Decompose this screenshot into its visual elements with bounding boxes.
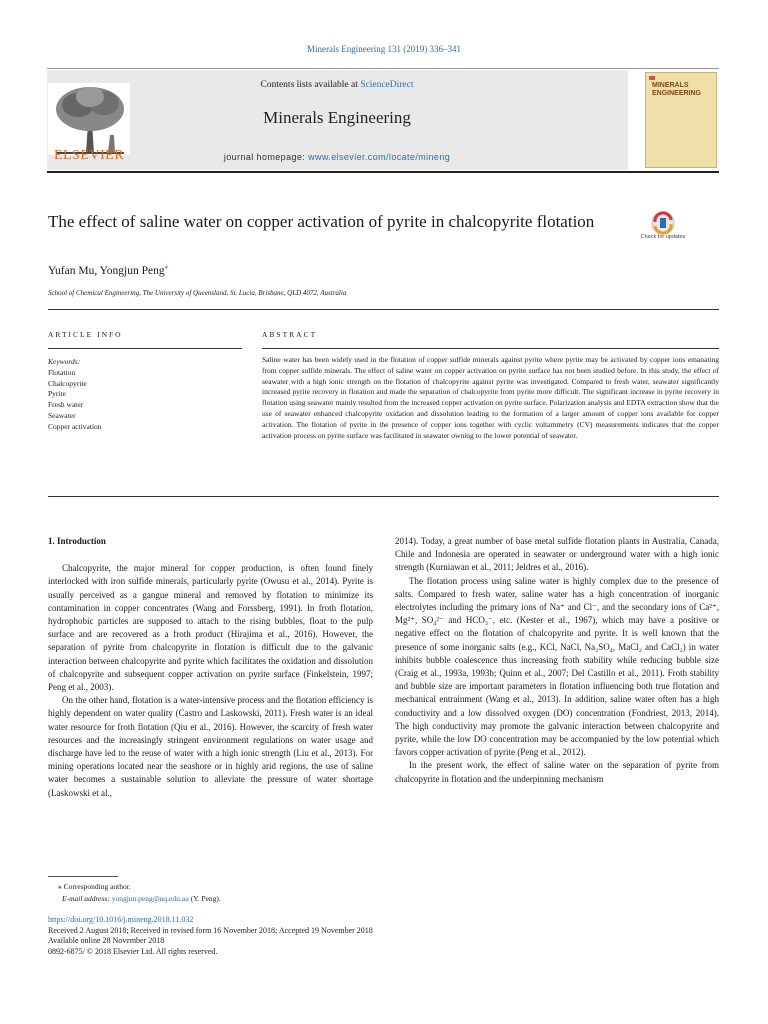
abstract-text: Saline water has been widely used in the flotation of copper sulfide minerals against pyrite where pyrite may be activated by copper ions emanating from copper sulfide minerals. The effect of saline water on copper activation on pyrite surface has not been studied before. In this study, the effect of seawater with a high ionic strength on the flotation of chalcopyrite against pyrite was investigated. Compared to fresh water, seawater significantly increased pyrite recovery in flotation and made the separation of chalcopyrite from pyrite more difficult. The significant increase in pyrite recovery in flotation using seawater mainly resulted from the increased copper activation on pyrite surface. Polarization analysis and EDTA extraction show that the use of seawater enhanced chalcopyrite oxidation and dissolution leading to the formation of a larger amount of copper ions available for copper activation. The flotation of pyrite in the presence of copper ions together with cyclic voltammetry (CV) measurements indicates that the copper activation process on pyrite surface was facilitated in seawater owning to the lower potential of seawater. — [262, 355, 719, 440]
keyword: Flotation — [48, 367, 76, 377]
affiliation: School of Chemical Engineering, The University of Queensland, St. Lucia, Brisbane, QLD 4072, Australia — [48, 289, 347, 297]
keyword: Chalcopyrite — [48, 378, 87, 388]
contents-prefix: Contents lists available at — [260, 80, 361, 90]
corresponding-author-mark[interactable]: ⁎ — [164, 263, 169, 271]
article-title: The effect of saline water on copper activation of pyrite in chalcopyrite flotation — [48, 212, 595, 231]
article-info-label: ARTICLE INFO — [48, 330, 123, 339]
header-top-rule — [47, 68, 719, 69]
body-left-column — [48, 535, 373, 800]
doi-link[interactable]: https://doi.org/10.1016/j.mineng.2018.11.032 — [48, 915, 194, 924]
footnote-corresponding: ⁎ Corresponding author. — [58, 882, 131, 891]
abstract-label: ABSTRACT — [262, 330, 318, 339]
keyword: Copper activation — [48, 421, 102, 431]
received-dates: Received 2 August 2018; Received in revised form 16 November 2018; Accepted 19 November 2018 — [48, 925, 373, 935]
paragraph: 2014). Today, a great number of base metal sulfide flotation plants in Australia, Canada, Chile and Indonesia are operated in seawater or underground water with a high ionic strength (Kurniawan et al., 2011; Jeldres et al., 2016). — [395, 536, 719, 573]
footer — [48, 915, 373, 957]
keyword: Seawater — [48, 410, 76, 420]
journal-homepage — [187, 152, 487, 162]
paragraph: Chalcopyrite, the major mineral for copper production, is often found finely interlocked with iron sulfide minerals, particularly pyrite (Owusu et al., 2014). Pyrite is usually perceived as a gangue mineral and removed by flotation to minimize its contamination in copper concentrates (Wang and Forssberg, 1991). In froth flotation, hydrophobic particles are supposed to attach to the rising bubbles, float to the pulp surface and are recovered as a froth product (Hirajima et al., 2016). However, the separation of pyrite from chalcopyrite in flotation is difficult due to the galvanic interaction between chalcopyrite and pyrite which facilitates the oxidation and dissolution of chalcopyrite and subsequent copper activation on pyrite surface (Finkelstein, 1997; Peng et al., 2003). — [48, 563, 373, 693]
contents-line — [187, 80, 487, 90]
cover-title-line-1: MINERALS — [652, 82, 689, 89]
email-link[interactable]: yongjun.peng@uq.edu.au — [111, 894, 189, 903]
author-names: Yufan Mu, Yongjun Peng — [48, 264, 165, 277]
body-right-column — [395, 535, 719, 786]
footnote-email — [62, 894, 221, 904]
abstract-bottom-rule — [48, 496, 719, 497]
cover-title-line-2: ENGINEERING — [652, 90, 702, 97]
info-top-rule — [48, 309, 719, 310]
check-for-updates-label[interactable]: Check for updates — [640, 234, 686, 240]
cover-stripe — [649, 76, 655, 80]
homepage-label: journal homepage: — [223, 152, 309, 162]
paragraph: In the present work, the effect of saline water on the separation of pyrite from chalcopyrite in flotation and the underpinning mechanism — [395, 760, 719, 784]
paragraph: On the other hand, flotation is a water-intensive process and the flotation efficiency is highly dependent on water quality (Castro and Laskowski, 2011). Fresh water is an ideal water resource for froth flotation (Qiu et al., 2016). However, the scarcity of fresh water resources and the increasingly stringent environment regulations on water usage and discharge have led to the reuse of water with a high ionic strength (Liu et al., 2013). For mining operations located near the seashore or in highly arid regions, the use of saline water becomes a sustainable solution to alleviate the pressure of water shortage (Laskowski et al., — [48, 695, 373, 798]
cover-title — [652, 82, 701, 98]
paragraph: The flotation process using saline water is highly complex due to the presence of salts. Compared to fresh water, saline water has a high concentration of inorganic electrolytes including the primary ions of Na⁺ and Cl⁻, and the secondary ions of Ca²⁺, Mg²⁺, SO₄²⁻ and HCO₃⁻, etc. (Kester et al., 1967), which may have a positive or negative effect on the flotation of chalcopyrite and pyrite. It is well known that the presence of some inorganic salts (e.g., KCl, NaCl, Na₂SO₄, MaCl₂ and CaCl₂) in water inhibits bubble coalescence thus increasing froth stability while reducing bubble size (Craig et al., 1993a, 1993b; Quinn et al., 2007; Del Castillo et al., 2011). Froth stability and bubble size are important parameters in flotation influencing both true flotation and mechanical entrainment (Wang et al., 2013). In addition, saline water often has a high conductivity and a low dissolved oxygen (DO) concentration (Fondriest, 2013, 2014). The high conductivity may promote the galvanic interaction between chalcopyrite and pyrite, while the low DO concentration may be accompanied by the low potential which favors copper activation of pyrite (Peng et al., 2012). — [395, 575, 719, 758]
abstract-rule — [262, 348, 719, 349]
journal-reference[interactable]: Minerals Engineering 131 (2019) 336–341 — [307, 44, 461, 54]
homepage-link[interactable]: www.elsevier.com/locate/mineng — [308, 152, 451, 162]
keyword: Pyrite — [48, 389, 66, 399]
copyright: 0892-6875/ © 2018 Elsevier Ltd. All rights reserved. — [48, 946, 218, 956]
email-label: E-mail address: — [62, 894, 112, 903]
check-for-updates-icon[interactable] — [645, 210, 681, 254]
authors — [48, 263, 168, 277]
elsevier-wordmark[interactable]: ELSEVIER — [53, 148, 125, 163]
email-suffix: (Y. Peng). — [188, 894, 221, 903]
info-rule — [48, 348, 242, 349]
keywords-title: Keywords: — [48, 357, 81, 366]
section-heading: 1. Introduction — [48, 536, 106, 546]
keyword: Fresh water — [48, 400, 84, 410]
keywords-block — [48, 357, 102, 433]
sciencedirect-link[interactable]: ScienceDirect — [360, 80, 414, 90]
header-rule — [47, 171, 719, 173]
available-online: Available online 28 November 2018 — [48, 936, 165, 945]
footnote-rule — [48, 876, 118, 877]
journal-title: Minerals Engineering — [263, 108, 411, 127]
